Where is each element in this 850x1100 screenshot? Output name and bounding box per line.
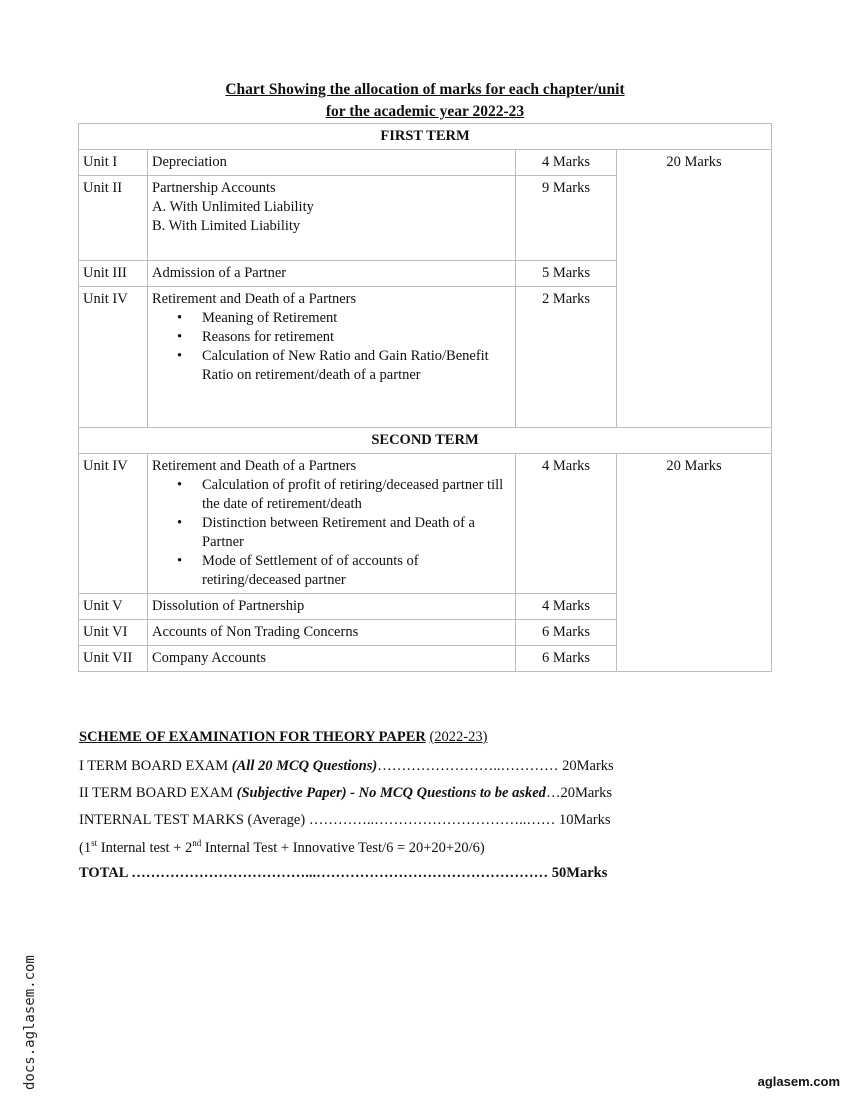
unit-cell: Unit VII (79, 646, 148, 672)
topic-title: Retirement and Death of a Partners (152, 291, 357, 307)
scheme-line-total (79, 865, 607, 882)
watermark: docs.aglasem.com (22, 955, 38, 1090)
second-term-total: 20 Marks (617, 454, 772, 672)
topic-cell (148, 176, 516, 261)
scheme-line-formula: (1st Internal test + 2nd Internal Test + Innovative Test/6 = 20+20+20/6) (79, 838, 485, 856)
second-term-heading-row (79, 428, 772, 454)
list-item: • Calculation of New Ratio and Gain Ratio/Benefit Ratio on retirement/death of a partner (202, 347, 511, 385)
list-item: • Meaning of Retirement (202, 309, 511, 328)
first-term-heading: FIRST TERM (79, 124, 772, 150)
marks-cell: 2 Marks (516, 287, 617, 428)
topic-subitem: B. With Limited Liability (152, 218, 301, 234)
unit-cell: Unit I (79, 150, 148, 176)
scheme-year: (2022-23) (429, 729, 488, 745)
scheme-label: II TERM BOARD EXAM (79, 785, 233, 801)
scheme-label: INTERNAL TEST MARKS (Average) (79, 812, 306, 828)
topic-title: Partnership Accounts (152, 180, 276, 196)
marks-cell: 6 Marks (516, 646, 617, 672)
total-label: TOTAL (79, 865, 128, 881)
table-row (79, 150, 772, 176)
first-term-heading-row (79, 124, 772, 150)
unit-cell: Unit VI (79, 620, 148, 646)
scheme-heading (79, 729, 487, 746)
scheme-marks: 20Marks (562, 758, 614, 774)
marks-cell: 5 Marks (516, 261, 617, 287)
scheme-line-internal (79, 812, 611, 829)
scheme-line-term1 (79, 758, 614, 775)
marks-cell: 4 Marks (516, 150, 617, 176)
marks-cell: 6 Marks (516, 620, 617, 646)
topic-cell: Admission of a Partner (148, 261, 516, 287)
marks-cell: 4 Marks (516, 594, 617, 620)
unit-cell: Unit V (79, 594, 148, 620)
scheme-heading-text: SCHEME OF EXAMINATION FOR THEORY PAPER (79, 729, 426, 745)
table-row (79, 454, 772, 594)
second-term-heading: SECOND TERM (79, 428, 772, 454)
scheme-dots: … (545, 785, 561, 801)
topic-cell: Company Accounts (148, 646, 516, 672)
first-term-total: 20 Marks (617, 150, 772, 428)
total-marks: 50Marks (551, 865, 608, 881)
scheme-label: I TERM BOARD EXAM (79, 758, 229, 774)
list-item: • Reasons for retirement (202, 328, 511, 347)
marks-allocation-table (78, 123, 772, 672)
topic-bullet-list (152, 309, 511, 385)
scheme-marks: 10Marks (558, 812, 611, 828)
unit-cell: Unit II (79, 176, 148, 261)
chart-title-line-2: for the academic year 2022-23 (325, 103, 525, 120)
topic-bullet-list (152, 476, 511, 590)
scheme-marks: 20Marks (560, 785, 612, 801)
topic-cell (148, 454, 516, 594)
scheme-line-term2 (79, 785, 612, 802)
topic-subitem: A. With Unlimited Liability (152, 199, 314, 215)
list-item: • Mode of Settlement of of accounts of retiring/deceased partner (202, 552, 511, 590)
marks-cell: 4 Marks (516, 454, 617, 594)
topic-cell: Accounts of Non Trading Concerns (148, 620, 516, 646)
topic-cell: Dissolution of Partnership (148, 594, 516, 620)
scheme-dots: ………………………………...………………………………………… (131, 865, 549, 881)
topic-cell: Depreciation (148, 150, 516, 176)
unit-cell: Unit IV (79, 454, 148, 594)
topic-title: Retirement and Death of a Partners (152, 458, 357, 474)
unit-cell: Unit III (79, 261, 148, 287)
list-item: • Calculation of profit of retiring/deceased partner till the date of retirement/death (202, 476, 511, 514)
marks-cell: 9 Marks (516, 176, 617, 261)
unit-cell: Unit IV (79, 287, 148, 428)
scheme-note: (Subjective Paper) - No MCQ Questions to be asked (236, 785, 546, 801)
brand-logo-text: aglasem.com (757, 1074, 840, 1089)
scheme-note: (All 20 MCQ Questions) (231, 758, 378, 774)
scheme-dots: …………..…………………………..…… (308, 812, 556, 828)
topic-cell (148, 287, 516, 428)
list-item: • Distinction between Retirement and Death of a Partner (202, 514, 511, 552)
scheme-dots: ……………………..………… (377, 758, 559, 774)
chart-title-line-1: Chart Showing the allocation of marks for each chapter/unit (225, 81, 625, 98)
